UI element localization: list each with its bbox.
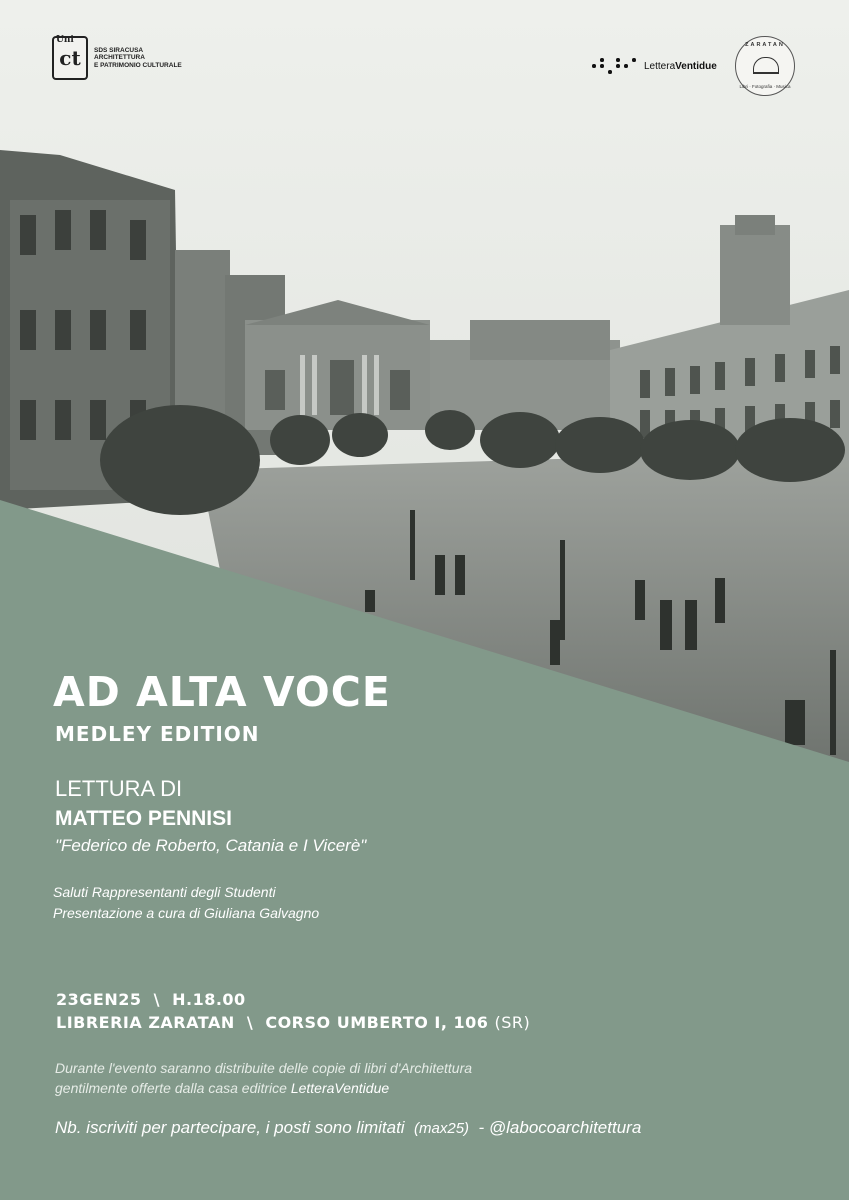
reading-label: LETTURA DI	[55, 776, 183, 801]
university-mark-top: Uni	[56, 35, 74, 45]
max-participants: (max25)	[414, 1120, 470, 1137]
registration-note: Nb. iscriviti per partecipare, i posti sono limitati (max25) - @labocoarchitettura	[55, 1118, 642, 1137]
greetings-line: Saluti Rappresentanti degli Studenti	[53, 884, 276, 900]
university-line-1: SDS SIRACUSA	[94, 46, 144, 54]
venue-text: LIBRERIA ZARATAN \ CORSO UMBERTO I, 106	[56, 1013, 495, 1032]
instagram-handle: - @labocoarchitettura	[469, 1118, 642, 1137]
university-line-3: E PATRIMONIO CULTURALE	[94, 61, 182, 69]
university-line-2: ARCHITETTURA	[94, 54, 145, 62]
zaratan-tagline: Libri · Fotografia · Musica	[739, 84, 791, 89]
event-title: AD ALTA VOCE	[53, 668, 391, 716]
event-subtitle: MEDLEY EDITION	[55, 722, 260, 746]
venue-address	[56, 1013, 530, 1032]
letteraventidue-wordmark: LetteraVentidue	[644, 60, 717, 72]
zaratan-name: ZARATAN	[745, 42, 785, 48]
presentation-line: Presentazione a cura di Giuliana Galvagno	[53, 905, 320, 921]
date-time: 23GEN25 \ H.18.00	[56, 990, 246, 1009]
books-note-line-2: gentilmente offerte dalla casa editrice LetteraVentidue	[55, 1080, 390, 1096]
books-note-line-1: Durante l'evento saranno distribuite delle copie di libri d'Architettura	[55, 1060, 473, 1076]
university-mark-letters: ct	[59, 46, 81, 70]
speaker-name: MATTEO PENNISI	[55, 807, 232, 830]
book-title: "Federico de Roberto, Catania e I Vicerè"	[55, 836, 367, 855]
venue-city: (SR)	[494, 1013, 531, 1032]
